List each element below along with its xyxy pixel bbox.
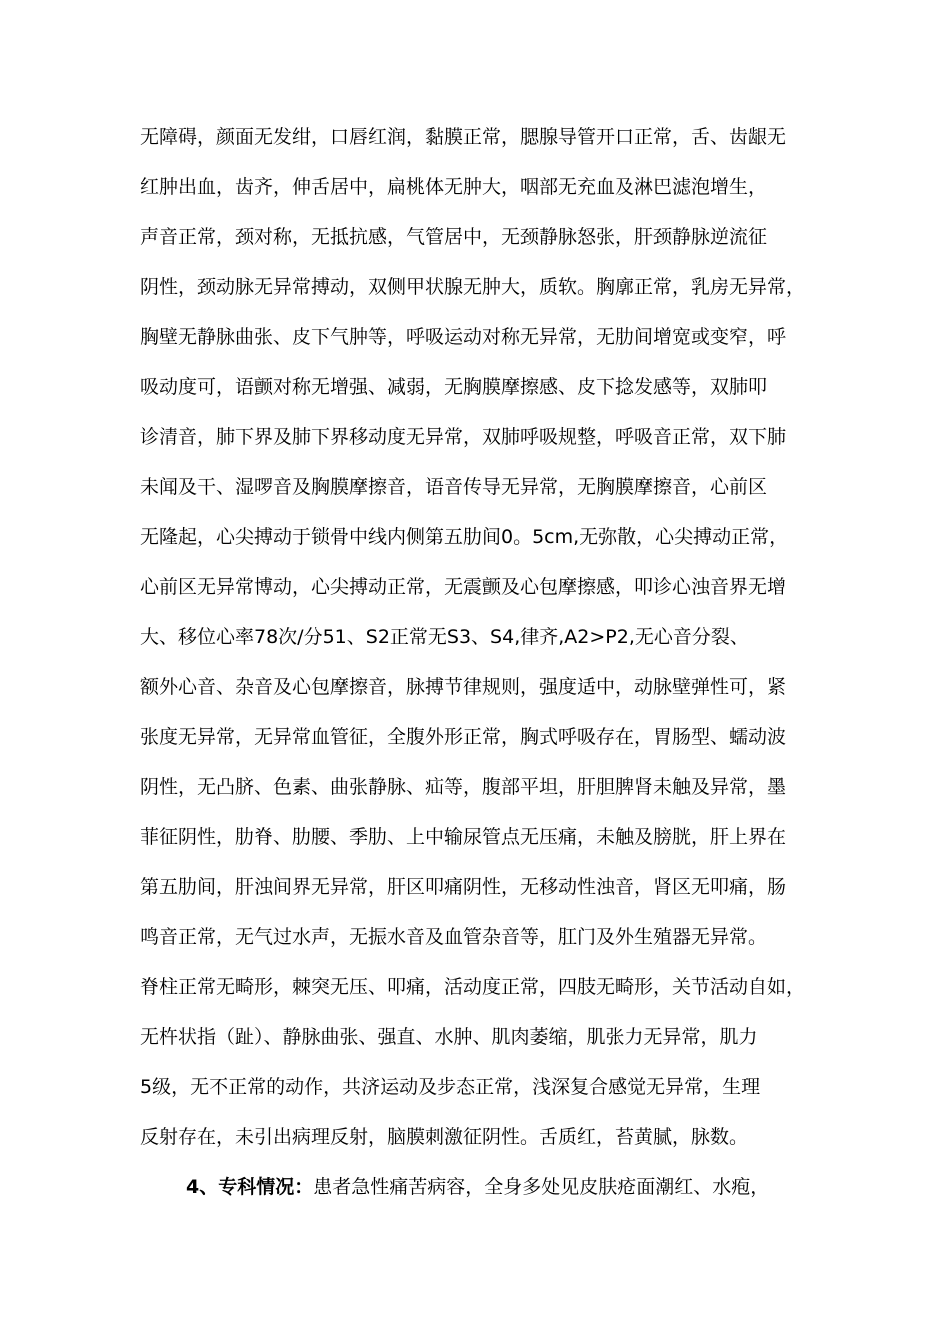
text-line: 第五肋间，肝浊间界无异常，肝区叩痛阴性，无移动性浊音，肾区无叩痛，肠	[140, 876, 787, 898]
text-line: 额外心音、杂音及心包摩擦音，脉搏节律规则，强度适中，动脉壁弹性可，紧	[140, 676, 787, 698]
text-line: 无隆起，心尖搏动于锁骨中线内侧第五肋间0。5cm,无弥散，心尖搏动正常，	[140, 526, 789, 548]
text-line: 诊清音，肺下界及肺下界移动度无异常，双肺呼吸规整，呼吸音正常，双下肺	[140, 426, 787, 448]
specialty-heading: 4、专科情况：	[186, 1176, 314, 1198]
text-line: 张度无异常，无异常血管征，全腹外形正常，胸式呼吸存在，胃肠型、蠕动波	[140, 726, 787, 748]
text-line: 声音正常，颈对称，无抵抗感，气管居中，无颈静脉怒张，肝颈静脉逆流征	[140, 226, 768, 248]
text-line: 鸣音正常，无气过水声，无振水音及血管杂音等，肛门及外生殖器无异常。	[140, 926, 768, 948]
physical-exam-paragraph	[140, 116, 840, 1216]
text-line: 脊柱正常无畸形，棘突无压、叩痛，活动度正常，四肢无畸形，关节活动自如，	[140, 976, 806, 998]
text-line: 反射存在，未引出病理反射，脑膜刺激征阴性。舌质红，苔黄腻，脉数。	[140, 1126, 749, 1148]
specialty-text: 患者急性痛苦病容，全身多处见皮肤疮面潮红、水疱，	[313, 1176, 770, 1198]
text-line: 无杵状指（趾）、静脉曲张、强直、水肿、肌肉萎缩，肌张力无异常，肌力	[140, 1026, 758, 1048]
text-line: 菲征阴性，肋脊、肋腰、季肋、上中输尿管点无压痛，未触及膀胱，肝上界在	[140, 826, 787, 848]
text-line: 红肿出血，齿齐，伸舌居中，扁桃体无肿大，咽部无充血及淋巴滤泡增生，	[140, 176, 768, 198]
text-line: 心前区无异常博动，心尖搏动正常，无震颤及心包摩擦感，叩诊心浊音界无增	[140, 576, 787, 598]
text-line: 阴性，无凸脐、色素、曲张静脉、疝等，腹部平坦，肝胆脾肾未触及异常，墨	[140, 776, 787, 798]
text-line: 无障碍，颜面无发绀，口唇红润，黏膜正常，腮腺导管开口正常，舌、齿龈无	[140, 126, 787, 148]
text-line: 大、移位心率78次/分51、S2正常无S3、S4,律齐,A2>P2,无心音分裂、	[140, 626, 749, 648]
specialty-line	[140, 1166, 840, 1216]
text-line: 吸动度可，语颤对称无增强、减弱，无胸膜摩擦感、皮下捻发感等，双肺叩	[140, 376, 768, 398]
text-line: 未闻及干、湿啰音及胸膜摩擦音，语音传导无异常，无胸膜摩擦音，心前区	[140, 476, 768, 498]
text-line: 5级，无不正常的动作，共济运动及步态正常，浅深复合感觉无异常，生理	[140, 1076, 761, 1098]
text-line: 阴性，颈动脉无异常搏动，双侧甲状腺无肿大，质软。胸廓正常，乳房无异常，	[140, 276, 806, 298]
text-line: 胸壁无静脉曲张、皮下气肿等，呼吸运动对称无异常，无肋间增宽或变窄，呼	[140, 326, 787, 348]
